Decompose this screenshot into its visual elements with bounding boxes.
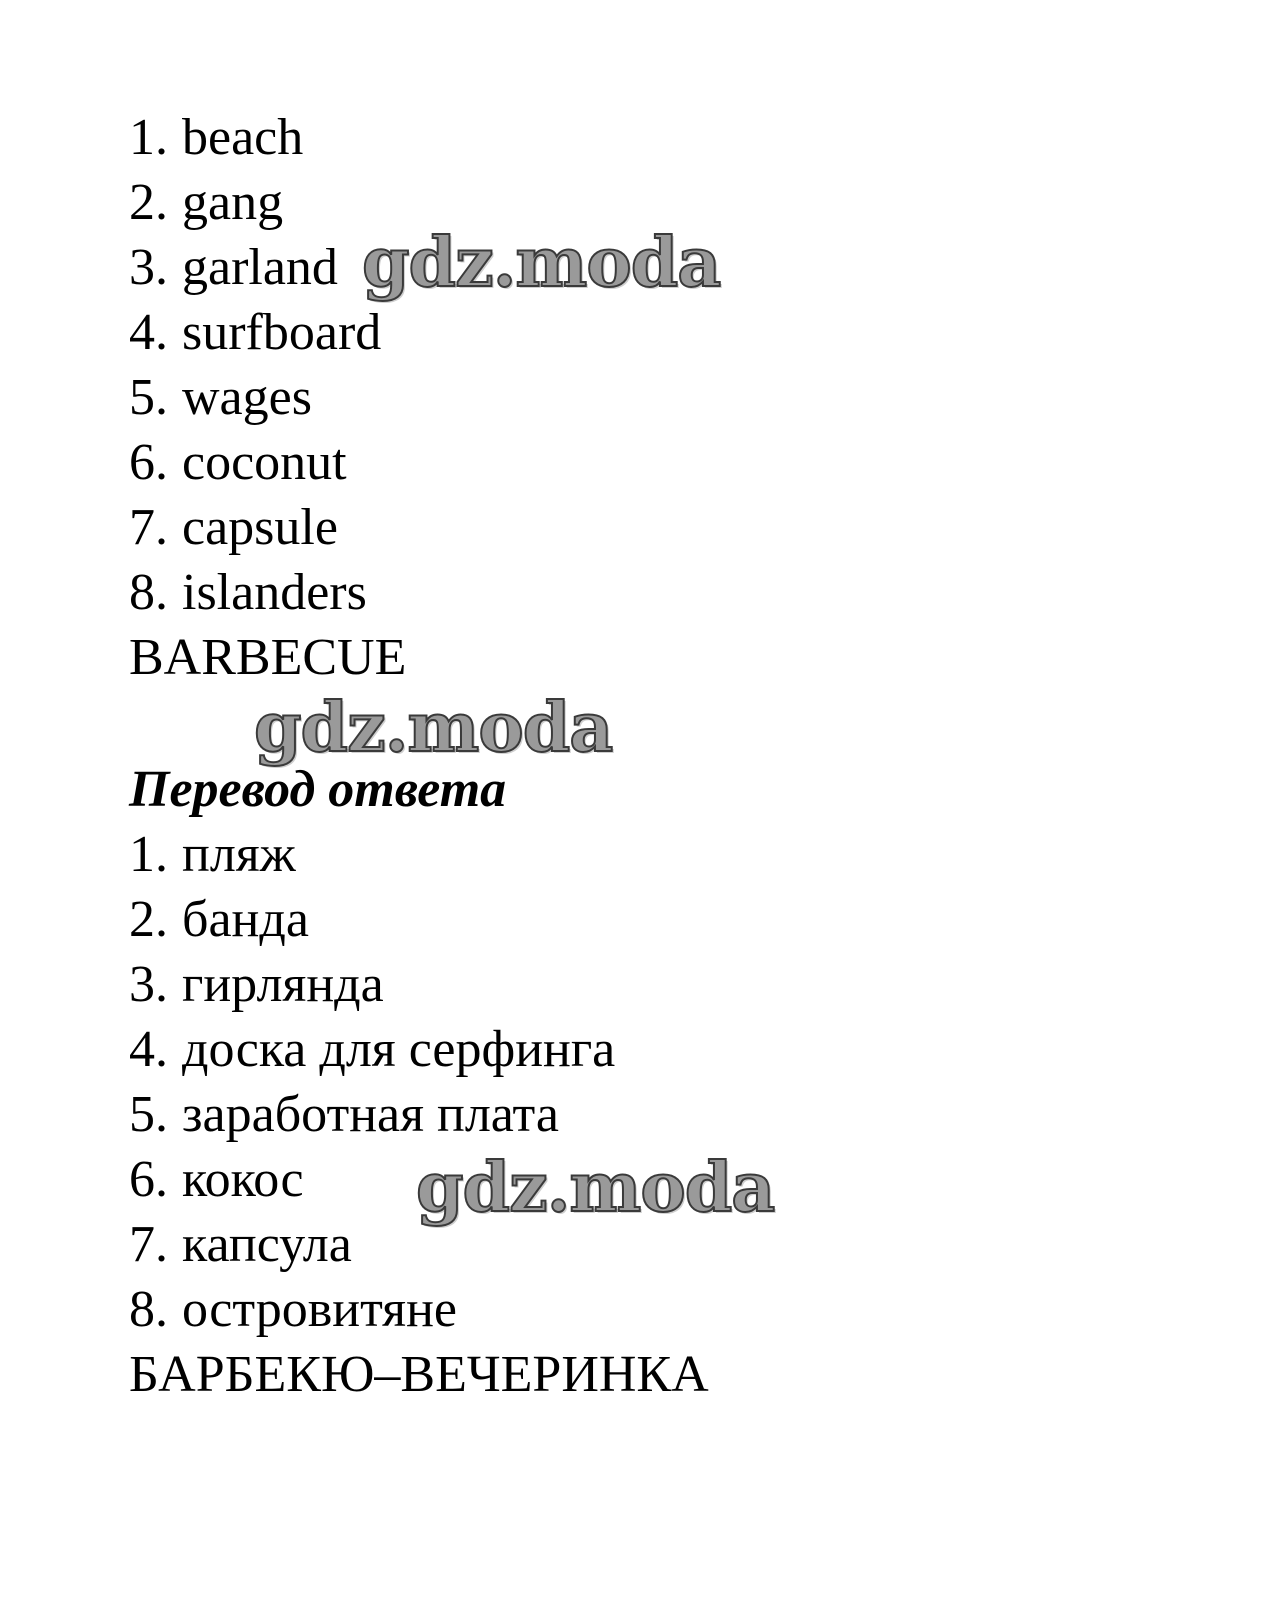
watermark: gdz.moda — [254, 688, 613, 768]
item-number: 4. — [129, 304, 168, 361]
item-number: 7. — [129, 1216, 168, 1273]
list-item — [129, 955, 384, 1015]
item-word: gang — [182, 174, 284, 231]
item-word: islanders — [182, 564, 367, 621]
list-item — [129, 563, 367, 623]
item-number: 8. — [129, 1281, 168, 1338]
list-item — [129, 890, 309, 950]
list-item — [129, 238, 338, 298]
item-word: beach — [182, 109, 304, 166]
item-number: 2. — [129, 174, 168, 231]
item-number: 3. — [129, 239, 168, 296]
item-number: 7. — [129, 499, 168, 556]
item-number: 8. — [129, 564, 168, 621]
list-item — [129, 825, 296, 885]
item-number: 5. — [129, 369, 168, 426]
item-word: капсула — [182, 1216, 352, 1273]
english-answer: BARBECUE — [129, 629, 407, 686]
item-number: 2. — [129, 891, 168, 948]
item-word: доска для серфинга — [182, 1021, 616, 1078]
item-number: 4. — [129, 1021, 168, 1078]
list-item — [129, 1085, 559, 1145]
item-number: 3. — [129, 956, 168, 1013]
list-item — [129, 1215, 352, 1275]
item-number: 6. — [129, 434, 168, 491]
item-word: гирлянда — [182, 956, 384, 1013]
item-word: островитяне — [182, 1281, 457, 1338]
list-item — [129, 1020, 615, 1080]
list-item — [129, 433, 347, 493]
item-word: банда — [182, 891, 309, 948]
item-word: wages — [182, 369, 312, 426]
translation-heading: Перевод ответа — [129, 761, 507, 818]
list-item — [129, 1280, 457, 1340]
list-item — [129, 303, 381, 363]
item-number: 1. — [129, 826, 168, 883]
item-word: surfboard — [182, 304, 382, 361]
list-item — [129, 1150, 304, 1210]
list-item — [129, 173, 283, 233]
item-number: 5. — [129, 1086, 168, 1143]
item-word: garland — [182, 239, 338, 296]
list-item — [129, 368, 312, 428]
item-number: 1. — [129, 109, 168, 166]
item-word: capsule — [182, 499, 338, 556]
list-item — [129, 108, 303, 168]
item-word: заработная плата — [182, 1086, 559, 1143]
item-word: coconut — [182, 434, 347, 491]
list-item — [129, 498, 338, 558]
item-word: кокос — [182, 1151, 304, 1208]
item-word: пляж — [182, 826, 296, 883]
watermark: gdz.moda — [362, 223, 721, 303]
watermark: gdz.moda — [416, 1148, 775, 1228]
russian-answer: БАРБЕКЮ–ВЕЧЕРИНКА — [129, 1346, 709, 1403]
item-number: 6. — [129, 1151, 168, 1208]
